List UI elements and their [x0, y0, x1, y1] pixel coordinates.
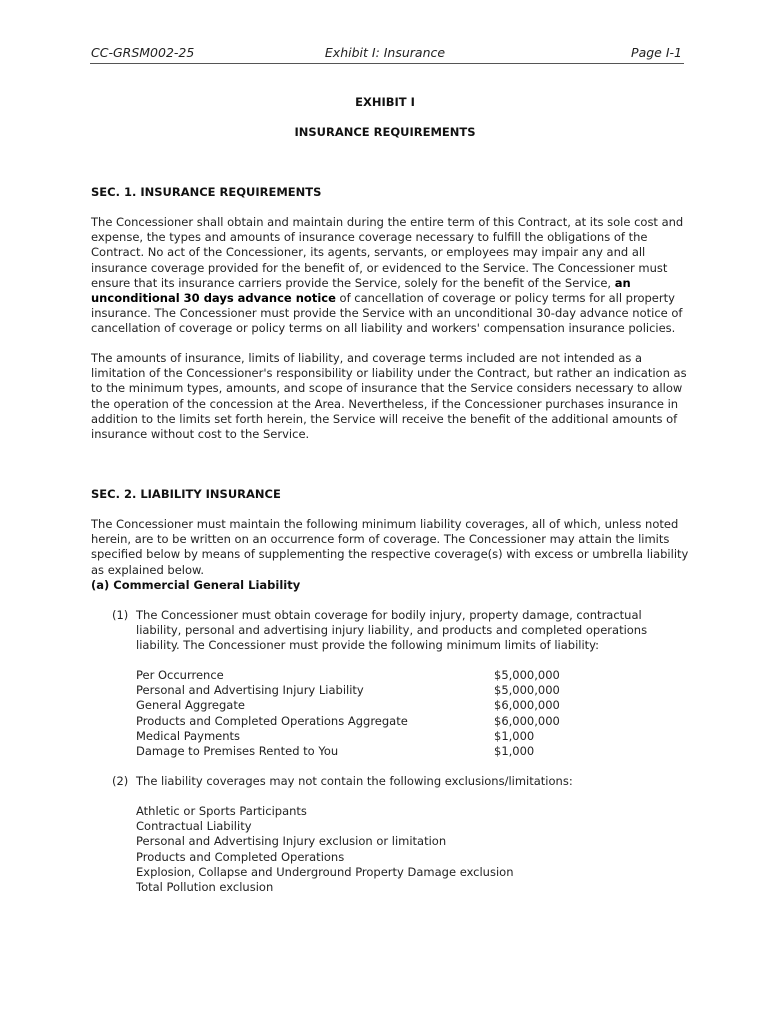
item-2-number: (2) — [112, 774, 129, 788]
sec2-subheading-a: (a) Commercial General Liability — [91, 578, 301, 592]
limit-label: General Aggregate — [136, 698, 245, 713]
list-item: Products and Completed Operations — [136, 849, 345, 864]
item-1-number: (1) — [112, 608, 129, 622]
item-1-text: The Concessioner must obtain coverage for bodily injury, property damage, contractual liability, personal and advertising injury liability, and products and completed operations liability. The Concessioner must provide the following minimum limits of liability: — [136, 608, 648, 653]
list-item: Contractual Liability — [136, 819, 252, 834]
limit-row — [136, 714, 576, 729]
limit-value: $6,000,000 — [494, 713, 560, 728]
list-item: Personal and Advertising Injury exclusion or limitation — [136, 834, 447, 849]
exhibit-title: EXHIBIT I — [355, 95, 415, 109]
list-item: Total Pollution exclusion — [136, 879, 274, 894]
sec1-p1-text-start: The Concessioner shall obtain and maintain during the entire term of this Contract, at its sole cost and expense, the types and amounts of insurance coverage necessary to fulfill the obligations of the Contract. No act of the Concessioner, its agents, servants, or employees may impair any and all insurance coverage provided for the benefit of, or evidenced to the Service. The Concessioner must ensure that its insurance carriers provide the Service, solely for the benefit of the Service, — [91, 215, 684, 290]
limit-row — [136, 668, 576, 683]
list-item: Athletic or Sports Participants — [136, 804, 307, 818]
sec1-paragraph-1 — [91, 215, 689, 337]
limits-table — [136, 668, 576, 759]
item-2-text: The liability coverages may not contain the following exclusions/limitations: — [136, 774, 573, 788]
limit-row — [136, 698, 576, 713]
limit-label: Personal and Advertising Injury Liability — [136, 683, 364, 698]
exhibit-subtitle: INSURANCE REQUIREMENTS — [294, 125, 476, 139]
limit-row — [136, 729, 576, 744]
sec1-paragraph-2: The amounts of insurance, limits of liability, and coverage terms included are not intended as a limitation of the Concessioner's responsibility or liability under the Contract, but rather an indication as to the minimum types, amounts, and scope of insurance that the Service considers necessary to allow the operation of the concession at the Area. Nevertheless, if the Concessioner purchases insurance in addition to the limits set forth herein, the Service will receive the benefit of the additional amounts of insurance without cost to the Service. — [91, 351, 687, 442]
header-rule — [90, 63, 684, 64]
limit-label: Damage to Premises Rented to You — [136, 743, 339, 758]
sec1-p1-bold-notice: an unconditional 30 days advance notice — [91, 275, 631, 306]
limit-value: $1,000 — [494, 728, 535, 743]
limit-value: $5,000,000 — [494, 668, 560, 682]
header-exhibit-title: Exhibit I: Insurance — [324, 45, 446, 60]
sec2-heading: SEC. 2. LIABILITY INSURANCE — [91, 487, 281, 501]
limit-label: Products and Completed Operations Aggregate — [136, 713, 408, 728]
limit-value: $5,000,000 — [494, 683, 560, 698]
sec1-heading: SEC. 1. INSURANCE REQUIREMENTS — [91, 185, 322, 199]
limit-label: Medical Payments — [136, 728, 241, 743]
sec1-p1-text-end: of cancellation of coverage or policy terms for all property insurance. The Concessioner must provide the Service with an unconditional 30-day advance notice of cancellation of coverage or policy terms on all liability and workers' compensation insurance policies. — [91, 291, 683, 336]
limit-value: $6,000,000 — [494, 698, 560, 713]
sec2-paragraph-1: The Concessioner must maintain the following minimum liability coverages, all of which, unless noted herein, are to be written on an occurrence form of coverage. The Concessioner may attain the limits specified below by means of supplementing the respective coverage(s) with excess or umbrella liability as explained below. — [91, 517, 689, 577]
limit-row — [136, 683, 576, 698]
limit-value: $1,000 — [494, 743, 535, 758]
limit-label: Per Occurrence — [136, 668, 224, 682]
header-page-number: Page I-1 — [631, 45, 682, 60]
list-item: Explosion, Collapse and Underground Property Damage exclusion — [136, 864, 514, 879]
exclusions-list — [136, 804, 636, 895]
header-doc-id: CC-GRSM002-25 — [91, 45, 195, 60]
limit-row — [136, 744, 576, 759]
